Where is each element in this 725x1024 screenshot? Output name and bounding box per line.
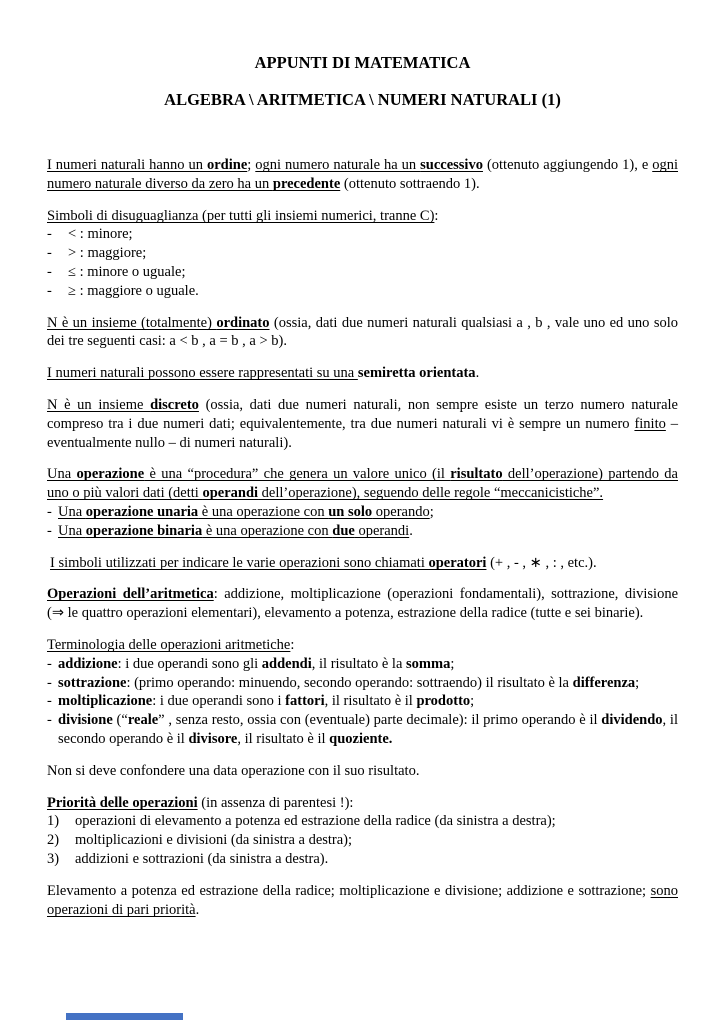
- list-item: [47, 522, 678, 541]
- para-discreto: N è un insieme discreto (ossia, dati due numeri naturali, non sempre esiste un terzo numero naturale compreso tra i due numeri dati; equivalentemente, tra due numeri naturali vi è sempre un numero finito – eventualmente nullo – di numeri naturali).: [47, 396, 678, 451]
- dash-marker: -: [47, 282, 52, 299]
- list-tipi-operazione: [47, 503, 678, 541]
- list-item-text: moltiplicazione: i due operandi sono i fattori, il risultato è il prodotto;: [58, 693, 475, 710]
- list-item-text: operazioni di elevamento a potenza ed estrazione della radice (da sinistra a destra);: [75, 813, 556, 830]
- list-item-text: divisione (“reale” , senza resto, ossia con (eventuale) parte decimale): il primo operando è il dividendo, il secondo operando è il divisore, il risultato è il quoziente.: [58, 712, 678, 747]
- list-item: [47, 692, 678, 711]
- list-terminologia: [47, 655, 678, 749]
- list-item: [47, 674, 678, 693]
- list-item-text: Una operazione unaria è una operazione con un solo operando;: [58, 503, 434, 520]
- list-item: [47, 244, 678, 263]
- heading-priorita: Priorità delle operazioni (in assenza di parentesi !):: [47, 794, 354, 811]
- para-semiretta: I numeri naturali possono essere rappresentati su una semiretta orientata.: [47, 365, 480, 382]
- list-item: [47, 282, 678, 301]
- list-item: [47, 503, 678, 522]
- footer-progress-bar: [66, 1013, 183, 1020]
- dash-marker: -: [47, 226, 52, 243]
- number-marker: 1): [47, 813, 60, 830]
- list-item: [47, 711, 678, 749]
- list-item-text: < : minore;: [68, 226, 133, 243]
- list-disuguaglianza: [47, 225, 678, 300]
- list-item-text: ≤ : minore o uguale;: [68, 263, 186, 280]
- list-item-text: > : maggiore;: [68, 245, 147, 262]
- list-item-text: addizioni e sottrazioni (da sinistra a destra).: [75, 850, 329, 867]
- doc-title: APPUNTI DI MATEMATICA: [254, 53, 471, 72]
- list-item: [47, 655, 678, 674]
- dash-marker: -: [47, 522, 52, 539]
- para-operatori: I simboli utilizzati per indicare le varie operazioni sono chiamati operatori (+ , - , ∗ , : , etc.).: [50, 554, 597, 571]
- heading-simboli: Simboli di disuguaglianza (per tutti gli insiemi numerici, tranne C):: [47, 207, 439, 224]
- para-ordinato: N è un insieme (totalmente) ordinato (ossia, dati due numeri naturali qualsiasi a , b , vale uno ed uno solo dei tre seguenti casi: a < b , a = b , a > b).: [47, 314, 678, 350]
- list-item-text: ≥ : maggiore o uguale.: [68, 282, 199, 299]
- para-operazione: Una operazione è una “procedura” che genera un valore unico (il risultato dell’operazione) partendo da uno o più valori dati (detti operandi dell’operazione), seguendo delle regole “meccanicistiche”.: [47, 466, 678, 502]
- number-marker: 3): [47, 850, 60, 867]
- doc-subtitle: ALGEBRA \ ARITMETICA \ NUMERI NATURALI (1): [164, 90, 561, 109]
- list-item: [47, 812, 678, 831]
- dash-marker: -: [47, 503, 52, 520]
- para-non-confondere: Non si deve confondere una data operazione con il suo risultato.: [47, 762, 420, 779]
- dash-marker: -: [47, 245, 52, 262]
- dash-marker: -: [47, 655, 52, 672]
- list-item-text: sottrazione: (primo operando: minuendo, secondo operando: sottraendo) il risultato è la differenza;: [58, 674, 640, 691]
- dash-marker: -: [47, 263, 52, 280]
- number-marker: 2): [47, 832, 60, 849]
- list-item: [47, 225, 678, 244]
- para-pari-priorita: Elevamento a potenza ed estrazione della radice; moltiplicazione e divisione; addizione e sottrazione; sono operazioni di pari priorità.: [47, 882, 678, 918]
- list-item: [47, 831, 678, 850]
- dash-marker: -: [47, 712, 52, 729]
- list-priorita: [47, 812, 678, 868]
- list-item-text: addizione: i due operandi sono gli addendi, il risultato è la somma;: [58, 655, 455, 672]
- list-item-text: moltiplicazioni e divisioni (da sinistra a destra);: [75, 832, 353, 849]
- list-item: [47, 263, 678, 282]
- para-aritmetica: Operazioni dell’aritmetica: addizione, moltiplicazione (operazioni fondamentali), sottrazione, divisione (⇒ le quattro operazioni elementari), elevamento a potenza, estrazione della radice (tutte e sei binarie).: [47, 586, 679, 622]
- list-item: [47, 850, 678, 869]
- list-item-text: Una operazione binaria è una operazione con due operandi.: [58, 522, 413, 539]
- para-ordine: I numeri naturali hanno un ordine; ogni numero naturale ha un successivo (ottenuto aggiungendo 1), e ogni numero naturale diverso da zero ha un precedente (ottenuto sottraendo 1).: [47, 157, 679, 192]
- dash-marker: -: [47, 674, 52, 691]
- dash-marker: -: [47, 693, 52, 710]
- heading-terminologia: Terminologia delle operazioni aritmetiche:: [47, 636, 295, 653]
